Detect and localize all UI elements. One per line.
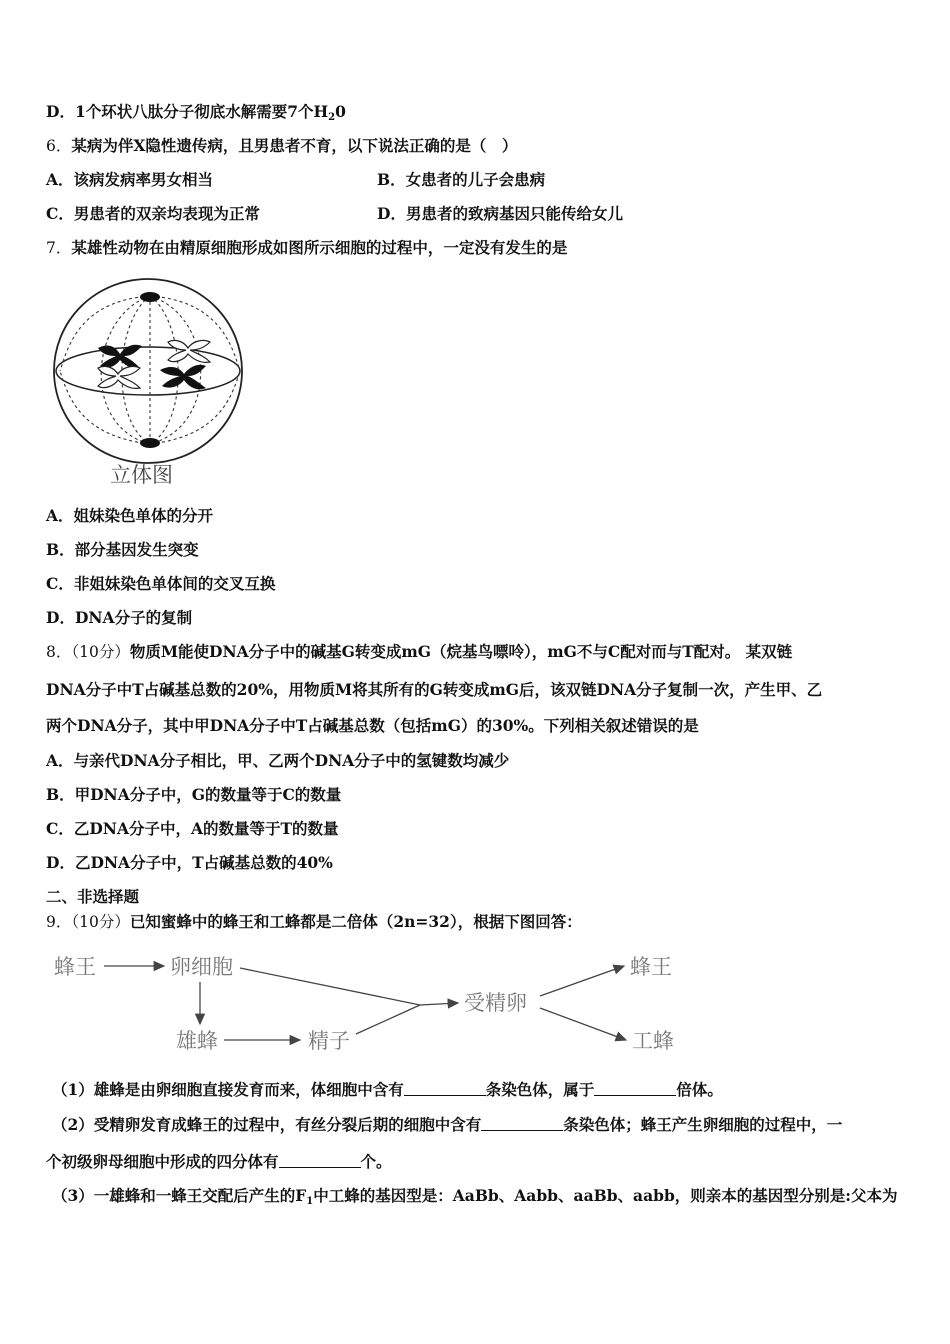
q6-stem: 6．某病为伴X隐性遗传病，且男患者不育，以下说法正确的是（ ） [46, 136, 518, 155]
node-worker: 工蜂 [632, 1029, 674, 1053]
q9-part2-line1: （2）受精卵发育成蜂王的过程中，有丝分裂后期的细胞中含有 条染色体；蜂王产生卵细胞的过程中，一 [52, 1115, 843, 1134]
node-queen-out: 蜂王 [630, 955, 672, 979]
q8-stem-line1: 8．（10分）物质M能使DNA分子中的碱基G转变成mG（烷基鸟嘌呤），mG不与C配对而与T配对。 某双链 [46, 642, 793, 661]
node-zygote: 受精卵 [464, 991, 527, 1015]
section-title: 二、非选择题 [46, 887, 140, 906]
q9-part1: （1）雄蜂是由卵细胞直接发育而来，体细胞中含有 条染色体，属于 倍体。 [52, 1080, 723, 1099]
q9-stem: 9．（10分）已知蜜蜂中的蜂王和工蜂都是二倍体（2n=32），根据下图回答： [46, 912, 582, 931]
arrow-zygote-worker [540, 1008, 626, 1040]
q5-option-d: D．1个环状八肽分子彻底水解需要7个$H_20$ [46, 102, 346, 123]
q7-option-d: D．DNA分子的复制 [46, 608, 193, 627]
q6-option-d: D．男患者的致病基因只能传给女儿 [377, 204, 623, 223]
q6-option-c: C．男患者的双亲均表现为正常 [46, 204, 260, 223]
answer-blank-3[interactable] [481, 1116, 563, 1131]
chromosome-white-left [98, 366, 140, 388]
q7-option-a: A．姐妹染色单体的分开 [46, 506, 214, 525]
q6-option-b: B．女患者的儿子会患病 [377, 170, 546, 189]
arrow-egg-zygote [240, 968, 420, 1005]
figure-caption: 立体图 [110, 463, 173, 487]
chromosome-black-right [160, 365, 206, 390]
node-egg: 卵细胞 [170, 955, 233, 979]
answer-blank-2[interactable] [594, 1081, 676, 1096]
q8-option-c: C．乙DNA分子中，A的数量等于T的数量 [46, 819, 339, 838]
answer-blank-1[interactable] [404, 1081, 486, 1096]
arrow-sperm-zygote [356, 1005, 420, 1034]
q8-option-d: D．乙DNA分子中，T占碱基总数的40% [46, 853, 333, 872]
q7-stem: 7．某雄性动物在由精原细胞形成如图所示细胞的过程中，一定没有发生的是 [46, 238, 568, 257]
cell-division-figure [50, 276, 250, 491]
arrow-merge-zygote [420, 1003, 458, 1005]
q9-part3: （3）一雄蜂和一蜂王交配后产生的$F_1$中工蜂的基因型是：AaBb、Aabb、aaBb、aabb，则亲本的基因型分别是:父本为 [52, 1186, 898, 1207]
centrosome-bottom [140, 438, 160, 448]
node-queen: 蜂王 [54, 955, 96, 979]
centrosome-top [140, 292, 160, 302]
q9-part2-line2: 个初级卵母细胞中形成的四分体有 个。 [46, 1152, 392, 1171]
q7-option-b: B．部分基因发生突变 [46, 540, 199, 559]
q8-option-b: B．甲DNA分子中，G的数量等于C的数量 [46, 785, 342, 804]
q8-option-a: A．与亲代DNA分子相比，甲、乙两个DNA分子中的氢键数均减少 [46, 751, 510, 770]
q8-stem-line2: DNA分子中T占碱基总数的20%，用物质M将其所有的G转变成mG后，该双链DNA分子复制一次，产生甲、乙 [46, 680, 823, 699]
arrow-zygote-queen [540, 966, 624, 996]
bee-reproduction-diagram [50, 948, 690, 1060]
node-drone: 雄蜂 [176, 1029, 218, 1053]
q6-option-a: A．该病发病率男女相当 [46, 170, 214, 189]
q7-option-c: C．非姐妹染色单体间的交叉互换 [46, 574, 276, 593]
node-sperm: 精子 [308, 1029, 350, 1053]
q8-stem-line3: 两个DNA分子，其中甲DNA分子中T占碱基总数（包括mG）的30%。下列相关叙述错误的是 [46, 716, 699, 735]
answer-blank-4[interactable] [279, 1153, 361, 1168]
